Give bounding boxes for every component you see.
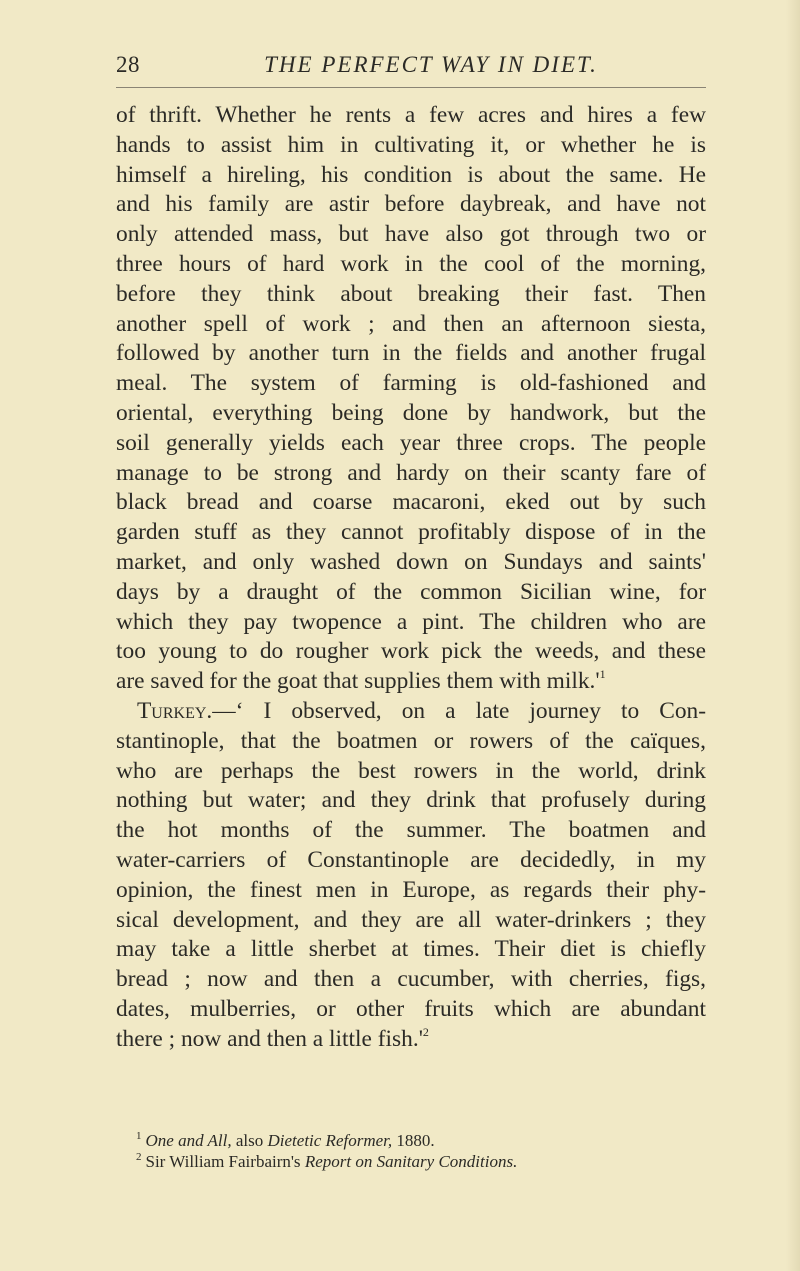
text-line: market, and only washed down on Sundays and saints' [116,548,706,575]
text-line: himself a hireling, his condition is about the same. He [116,161,706,188]
text-line: days by a draught of the common Sicilian wine, for [116,578,706,605]
text-line-content: are saved for the goat that supplies them with milk.' [116,668,600,695]
text-line: too young to do rougher work pick the weeds, and these [116,638,706,665]
text-line: garden stuff as they cannot profitably dispose of in the [116,519,706,546]
text-line: only attended mass, but have also got through two or [116,221,706,248]
text-line [116,667,706,697]
text-line-content: there ; now and then a little fish.' [116,1025,423,1052]
footnote-title: One and All, [145,1131,232,1150]
footnote-text: also [231,1131,268,1150]
text-line: sical development, and they are all water-drinkers ; they [116,906,706,933]
text-line: hands to assist him in cultivating it, or whether he is [116,131,706,158]
text-line: opinion, the finest men in Europe, as regards their phy- [116,876,706,903]
page-number: 28 [116,52,140,77]
text-line: nothing but water; and they drink that profusely during [116,787,706,814]
text-line: and his family are astir before daybreak, and have not [116,191,706,218]
footnote-2 [116,1151,706,1172]
body-text [116,101,706,1055]
text-line: followed by another turn in the fields and another frugal [116,340,706,367]
header-rule [116,87,706,88]
footnote-ref-2: 2 [422,1024,429,1039]
footnote-title: Report on Sanitary Conditions. [304,1152,518,1171]
footnote-text: Sir William Fairbairn's [145,1152,305,1171]
text-line: bread ; now and then a cucumber, with cherries, figs, [116,966,706,993]
footnotes [116,1130,706,1172]
text-line [116,1025,706,1055]
text-line: dates, mulberries, or other fruits which are abundant [116,995,706,1022]
page-edge-shadow [786,0,800,1271]
text-line: of thrift. Whether he rents a few acres and hires a few [116,102,706,128]
text-line: three hours of hard work in the cool of the morning, [116,250,706,277]
footnote-text: 1880. [392,1131,435,1150]
text-line: who are perhaps the best rowers in the world, drink [116,757,706,784]
turkey-paragraph-start [116,697,706,727]
footnote-marker: 1 [136,1130,142,1142]
page-header [116,52,706,84]
text-line: the hot months of the summer. The boatmen and [116,817,706,844]
text-line: another spell of work ; and then an afternoon siesta, [116,310,706,337]
text-line: before they think about breaking their fast. Then [116,280,706,307]
text-line: black bread and coarse macaroni, eked out by such [116,489,706,516]
text-line: which they pay twopence a pint. The children who are [116,608,706,635]
text-line-content: —‘ I observed, on a late journey to Con- [212,697,706,724]
footnote-ref-1: 1 [599,667,606,682]
section-heading-turkey: Turkey. [137,697,213,724]
footnote-1 [116,1130,706,1151]
footnote-title: Dietetic Reformer, [267,1131,393,1150]
text-line: manage to be strong and hardy on their scanty fare of [116,459,706,486]
text-line: soil generally yields each year three crops. The people [116,429,706,456]
text-line: meal. The system of farming is old-fashioned and [116,370,706,397]
text-line: oriental, everything being done by handwork, but the [116,399,706,426]
footnote-marker: 2 [136,1151,142,1163]
running-title: THE PERFECT WAY IN DIET. [264,52,598,77]
text-line: stantinople, that the boatmen or rowers of the caïques, [116,727,706,754]
text-line: water-carriers of Constantinople are decidedly, in my [116,846,706,873]
text-line: may take a little sherbet at times. Their diet is chiefly [116,936,706,963]
